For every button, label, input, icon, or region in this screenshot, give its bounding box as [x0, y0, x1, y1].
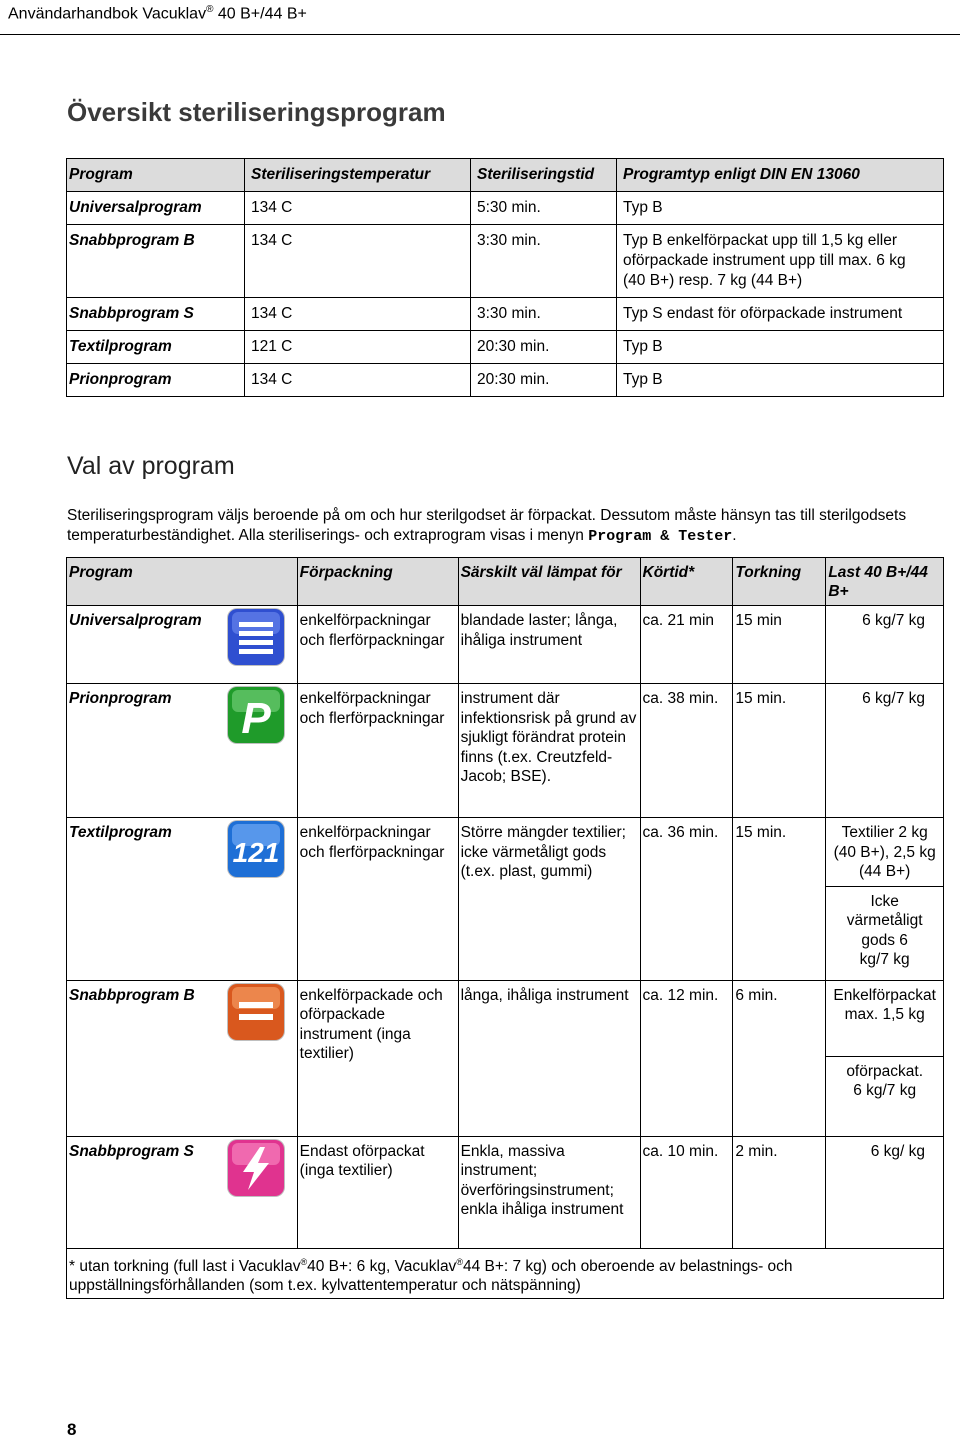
table-row [67, 298, 944, 331]
quick-program-s-icon [227, 1139, 285, 1197]
program-name: Snabbprogram B [67, 225, 245, 298]
program-cell [67, 1136, 298, 1248]
program-name: Prionprogram [69, 690, 172, 707]
time: 3:30 min. [471, 225, 617, 298]
packing: enkelförpackningar och flerförpackningar [297, 818, 458, 981]
table-row [67, 684, 944, 818]
runtime: ca. 36 min. [640, 818, 733, 981]
packing: enkelförpackade och oförpackade instrument (inga textilier) [297, 980, 458, 1136]
footnote-row [67, 1248, 944, 1298]
load-secondary: Icke värmetåligt gods 6 kg/7 kg [826, 886, 944, 980]
temperature: 134 C [245, 364, 471, 397]
table-row [67, 192, 944, 225]
table-row [67, 606, 944, 684]
page-number: 8 [67, 1420, 77, 1439]
time: 3:30 min. [471, 298, 617, 331]
program-cell [67, 818, 298, 981]
textile-program-icon [227, 820, 285, 878]
time: 20:30 min. [471, 331, 617, 364]
overview-title: Översikt steriliseringsprogram [67, 97, 446, 127]
col-program: Program [67, 558, 298, 606]
registered-mark: ® [456, 1256, 463, 1267]
runtime: ca. 12 min. [640, 980, 733, 1136]
footnote-part: 40 B+: 6 kg, Vacuklav [307, 1257, 457, 1275]
header-rule [0, 34, 960, 35]
col-drying: Torkning [733, 558, 826, 606]
table-row [67, 818, 944, 887]
table-row [67, 364, 944, 397]
program-name: Snabbprogram S [69, 1142, 194, 1160]
table-row [67, 980, 944, 1056]
drying: 15 min. [733, 684, 826, 818]
col-suited: Särskilt väl lämpat för [458, 558, 640, 606]
registered-mark: ® [300, 1256, 308, 1267]
header-title: Användarhandbok Vacuklav [8, 5, 207, 23]
program-cell [67, 980, 298, 1136]
runtime: ca. 21 min [640, 606, 733, 684]
col-time: Steriliseringstid [471, 159, 617, 192]
quick-program-b-icon [227, 983, 285, 1041]
program-cell [67, 606, 298, 684]
col-program: Program [67, 159, 245, 192]
load: Textilier 2 kg (40 B+), 2,5 kg (44 B+) [826, 818, 944, 887]
temperature: 134 C [245, 225, 471, 298]
load: 6 kg/7 kg [826, 684, 944, 818]
time: 20:30 min. [471, 364, 617, 397]
col-temperature: Steriliseringstemperatur [245, 159, 471, 192]
suited-for: blandade laster; långa, ihåliga instrument [458, 606, 640, 684]
program-type: Typ S endast för oförpackade instrument [617, 298, 944, 331]
packing: enkelförpackningar och flerförpackningar [297, 606, 458, 684]
table-row [67, 1136, 944, 1248]
svg-text:121: 121 [232, 837, 280, 868]
program-selection-table [66, 557, 944, 1299]
intro-end: . [732, 527, 737, 544]
intro-text: Steriliseringsprogram väljs beroende på om och hur sterilgodset är förpackat. Dessutom måste hänsyn tas till sterilgodsets temperaturbeständighet. Alla steriliserings- och extraprogram visas i menyn [67, 507, 907, 544]
table-row [67, 225, 944, 298]
program-name: Snabbprogram S [67, 298, 245, 331]
program-name: Snabbprogram B [69, 986, 195, 1004]
program-type: Typ B enkelförpackat upp till 1,5 kg eller oförpackade instrument upp till max. 6 kg (40 B+) resp. 7 kg (44 B+) [617, 225, 944, 298]
universal-program-icon [227, 608, 285, 666]
selection-title: Val av program [67, 452, 235, 480]
drying: 15 min [733, 606, 826, 684]
suited-for: Större mängder textilier; icke värmetåligt gods (t.ex. plast, gummi) [458, 818, 640, 981]
program-cell [67, 684, 298, 818]
temperature: 134 C [245, 298, 471, 331]
program-name: Universalprogram [69, 612, 202, 629]
runtime: ca. 38 min. [640, 684, 733, 818]
program-name: Prionprogram [67, 364, 245, 397]
load: 6 kg/7 kg [826, 606, 944, 684]
temperature: 134 C [245, 192, 471, 225]
footnote-part: * utan torkning (full last i Vacuklav [69, 1257, 301, 1275]
footnote [67, 1248, 944, 1298]
svg-text:P: P [241, 694, 271, 743]
registered-mark: ® [206, 4, 214, 15]
footnote-part: 44 B+: 7 kg) och oberoende av belastnings- och uppställningsförhållanden (som t.ex. kylvattentemperatur och nätspänning) [69, 1257, 793, 1295]
load-secondary: oförpackat. 6 kg/7 kg [826, 1056, 944, 1136]
suited-for: Enkla, massiva instrument; överföringsinstrument; enkla ihåliga instrument [458, 1136, 640, 1248]
selection-header-row [67, 558, 944, 606]
runtime: ca. 10 min. [640, 1136, 733, 1248]
time: 5:30 min. [471, 192, 617, 225]
table-row [67, 331, 944, 364]
intro-paragraph [67, 506, 937, 547]
temperature: 121 C [245, 331, 471, 364]
load: Enkelförpackat max. 1,5 kg [826, 980, 944, 1056]
col-packing: Förpackning [297, 558, 458, 606]
menu-reference: Program & Tester [588, 528, 733, 545]
drying: 6 min. [733, 980, 826, 1136]
packing: Endast oförpackat (inga textilier) [297, 1136, 458, 1248]
program-name: Universalprogram [67, 192, 245, 225]
col-runtime: Körtid* [640, 558, 733, 606]
overview-header-row [67, 159, 944, 192]
load: 6 kg/ kg [826, 1136, 944, 1248]
overview-table [66, 158, 944, 397]
drying: 15 min. [733, 818, 826, 981]
running-header [8, 4, 307, 23]
header-model: 40 B+/44 B+ [213, 5, 307, 23]
program-type: Typ B [617, 331, 944, 364]
col-type: Programtyp enligt DIN EN 13060 [617, 159, 944, 192]
drying: 2 min. [733, 1136, 826, 1248]
col-load: Last 40 B+/44 B+ [826, 558, 944, 606]
program-name: Textilprogram [67, 331, 245, 364]
suited-for: instrument där infektionsrisk på grund av sjukligt förändrat protein finns (t.ex. Creutzfeld-Jacob; BSE). [458, 684, 640, 818]
packing: enkelförpackningar och flerförpackningar [297, 684, 458, 818]
suited-for: långa, ihåliga instrument [458, 980, 640, 1136]
program-type: Typ B [617, 192, 944, 225]
program-type: Typ B [617, 364, 944, 397]
program-name: Textilprogram [69, 824, 172, 841]
prion-program-icon [227, 686, 285, 744]
